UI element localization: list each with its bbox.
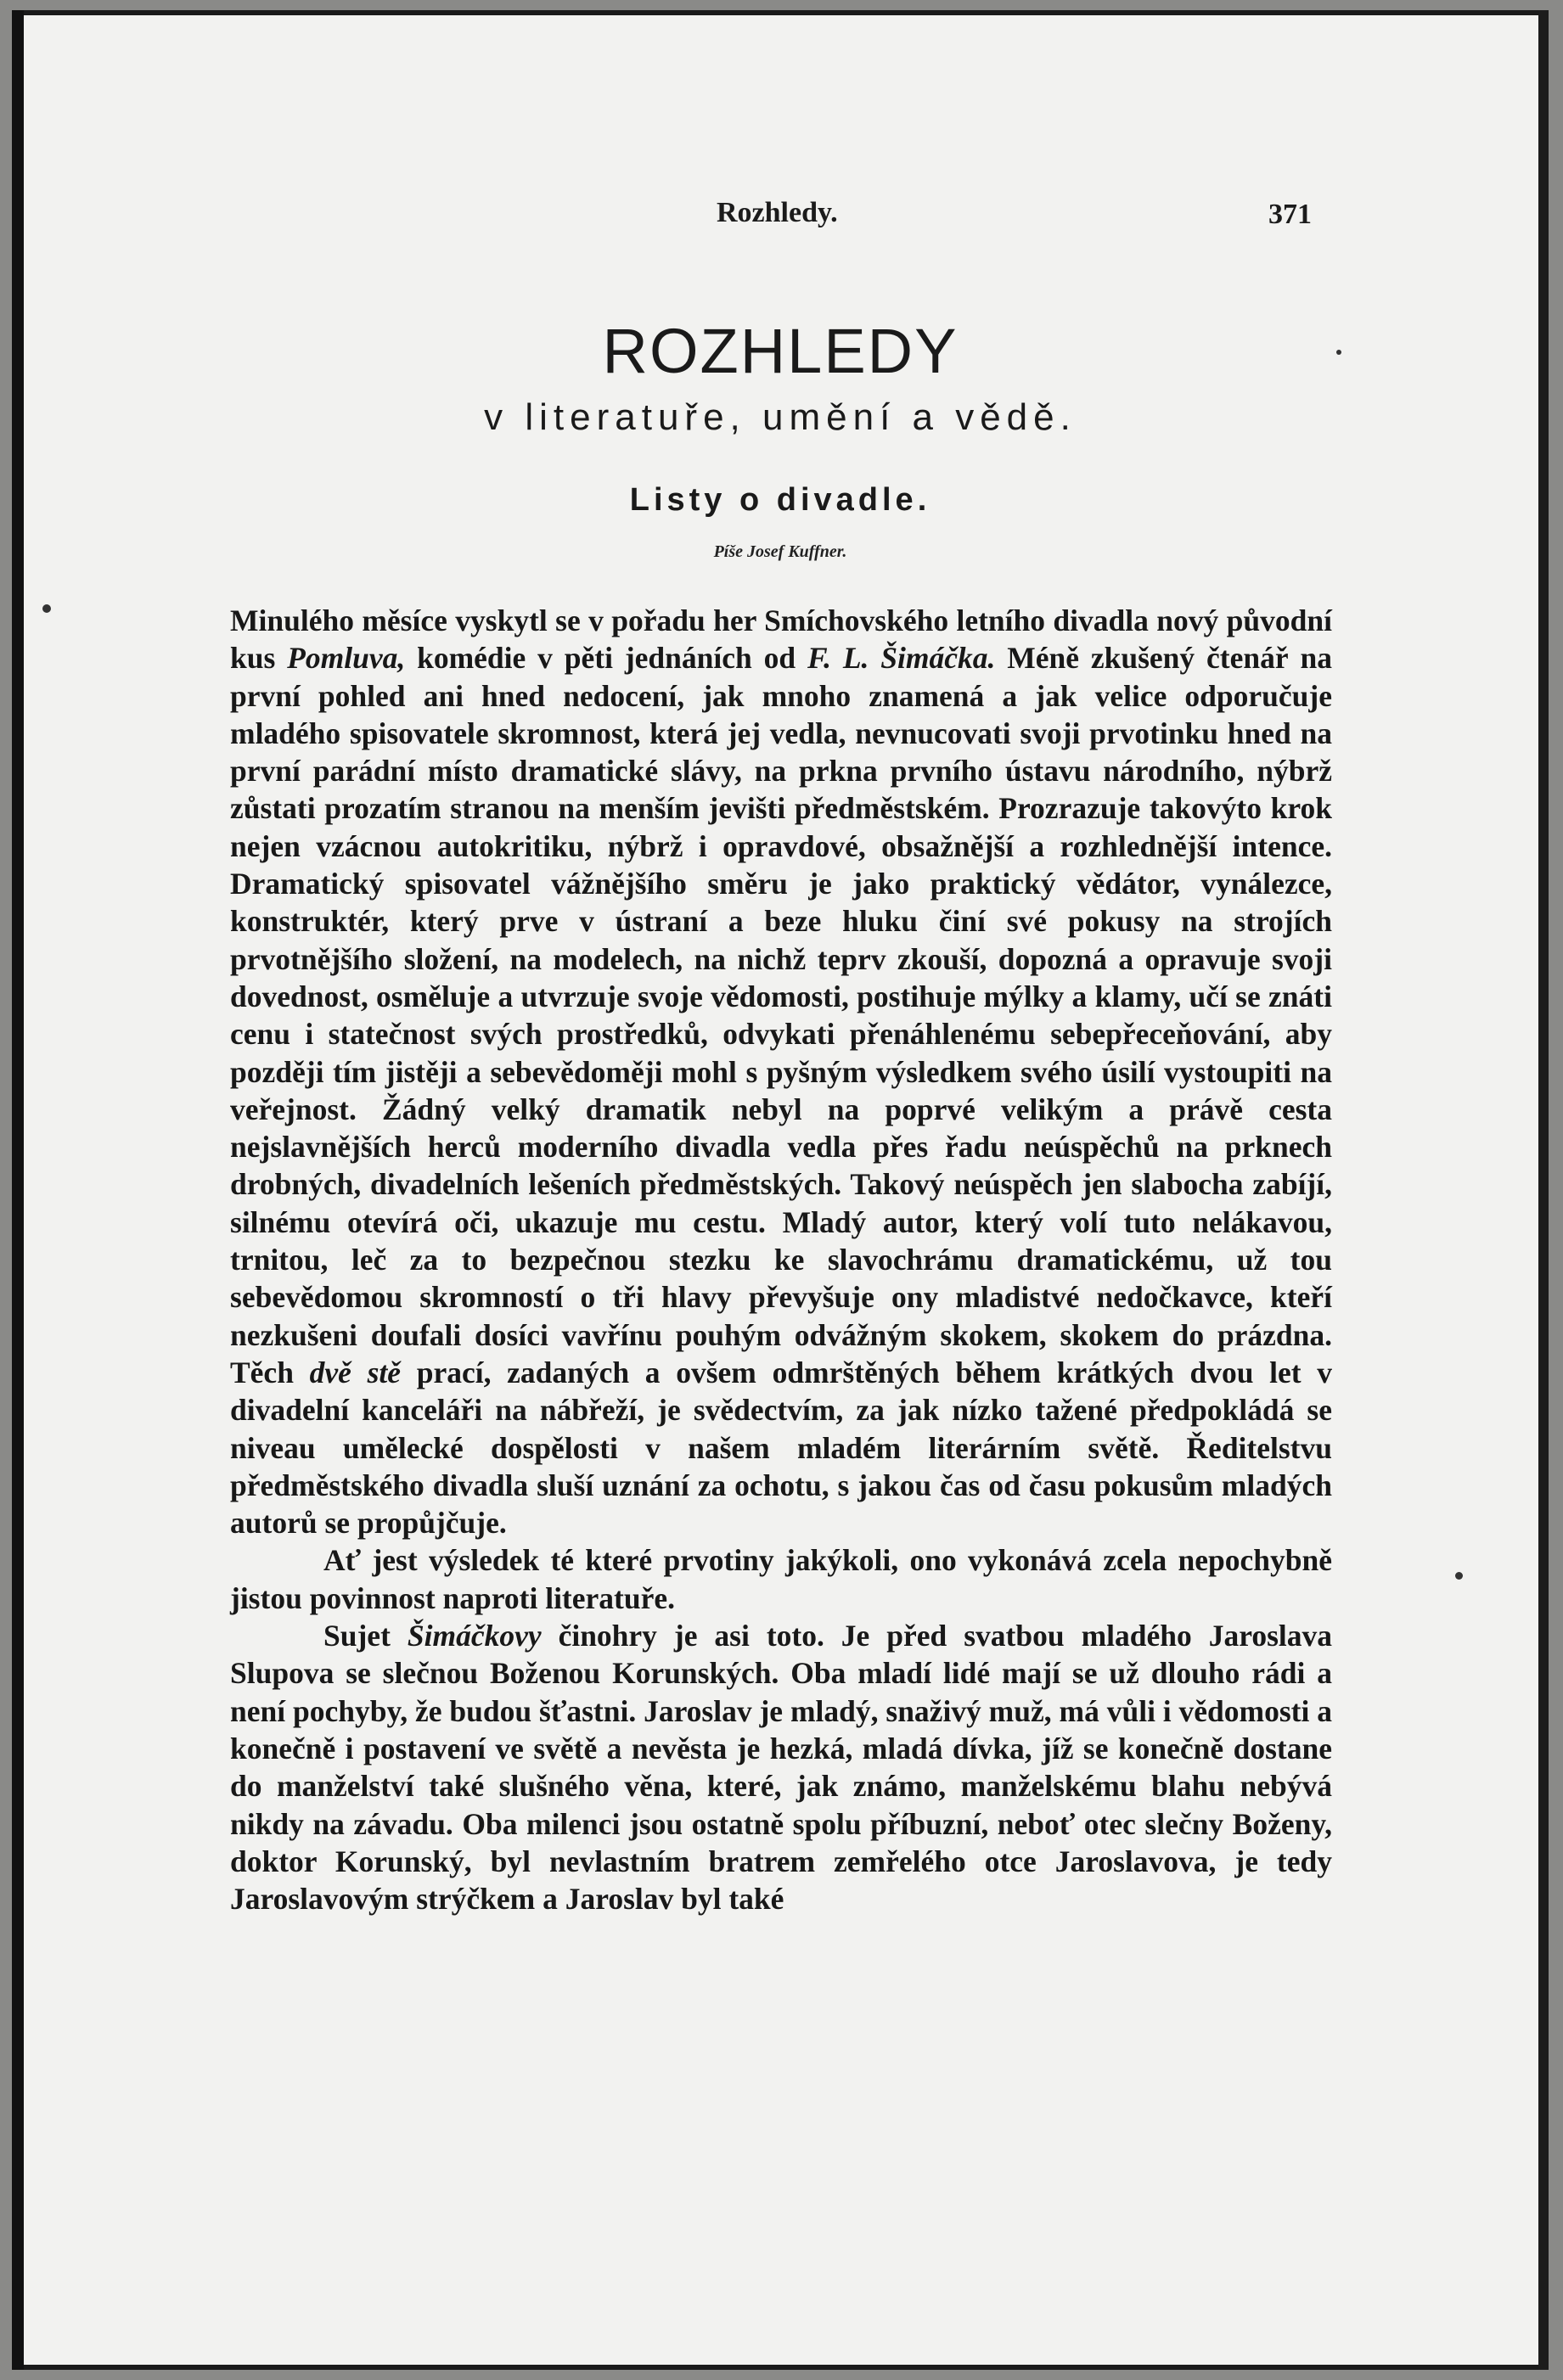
play-title: Pomluva, [287,641,406,676]
paragraph-1 [230,602,1332,1541]
article-body [230,602,1332,1917]
simackovy-emphasis: Šimáčkovy [407,1619,542,1653]
paragraph-2: Ať jest výsledek té které prvotiny jakýkoli, ono vykonává zcela nepochybně jistou povinnost naproti literatuře. [230,1543,1332,1615]
running-title: Rozhledy. [717,197,838,228]
masthead [12,316,1549,441]
paragraph-3 [230,1617,1332,1917]
p3-text-1: Sujet [323,1619,408,1653]
print-speck [1455,1572,1463,1580]
print-speck [42,604,51,613]
masthead-title: ROZHLEDY [602,316,959,386]
dve-ste-emphasis: dvě stě [309,1355,402,1389]
page-number: 371 [1268,199,1312,230]
p1-text-2: komédie v pěti jednáních od [405,641,807,676]
book-page [12,10,1549,2370]
p3-text-2: činohry je asi toto. Je před svatbou mladého Jaroslava Slupova se slečnou Boženou Korunských. Oba mladí lidé mají se už dlouho rádi a není pochyby, že budou šťastni. Jaroslav je mladý, snaživý muž, má vůli i vědomosti a konečně i postavení ve světě a nevěsta je hezká, mladá dívka, jíž se konečně dostane do manželství také slušného věna, které, jak známo, manželskému blahu nebývá nikdy na závadu. Oba milenci jsou ostatně spolu příbuzní, neboť otec slečny Boženy, doktor Korunský, byl nevlastním bratrem zemřelého otce Jaroslavova, je tedy Jaroslavovým strýčkem a Jaroslav byl také [230,1619,1332,1917]
p1-text-1: Minulého měsíce vyskytl se v pořadu her Smíchovského letního divadla nový původní kus [230,603,1332,676]
print-speck [1336,350,1341,355]
p1-text-3: Méně zkušený čtenář na první pohled ani hned nedocení, jak mnoho znamená a jak velice odporučuje mladého spisovatele skromnost, která jej vedla, nevnucovati svoji prvotinku hned na první parádní místo dramatické slávy, na prkna prvního ústavu národního, nýbrž zůstati prozatím stranou na menším jevišti předměstském. Prozrazuje takovýto krok nejen vzácnou autokritiku, nýbrž i opravdové, obsažnější a rozhlednější intence. Dramatický spisovatel vážnějšího směru je jako praktický vědátor, vynálezce, konstruktér, který prve v ústraní a beze hluku činí své pokusy na strojích prvotnějšího složení, na modelech, na nichž teprv zkouší, dopozná a opravuje svoji dovednost, osměluje a utvrzuje svoje vědomosti, postihuje mýlky a klamy, učí se znáti cenu i statečnost svých prostředků, odvykati přenáhlenému sebepřeceňování, aby později tím jistěji a sebevědoměji mohl s pyšným výsledkem svého úsilí vystoupiti na veřejnost. Žádný velký dramatik nebyl na poprvé velikým a právě cesta nejslavnějších herců moderního divadla vedla přes řadu neúspěchů na prknech drobných, divadelních lešeních předměstských. Takový neúspěch jen slabocha zabíjí, silnému otevírá oči, ukazuje mu cestu. Mladý autor, který volí tuto nelákavou, trnitou, leč za to bezpečnou stezku ke slavochrámu dramatickému, už tou sebevědomou skromností o tři hlavy převyšuje ony mladistvé nedočkavce, kteří nezkušeni doufali dosíci vavřínu pouhým odvážným skokem, skokem do prázdna. Těch [230,641,1332,1389]
p1-text-4: prací, zadaných a ovšem odmrštěných během krátkých dvou let v divadelní kanceláři na nábřeží, je svědectvím, za jak nízko tažené předpokládá se niveau umělecké dospělosti v našem mladém literárním světě. Ředitelstvu předměstského divadla sluší uznání za ochotu, s jakou čas od času pokusům mladých autorů se propůjčuje. [230,1355,1333,1541]
masthead-subtitle: v literatuře, umění a vědě. [484,396,1077,438]
article-byline: Píše Josef Kuffner. [713,542,847,561]
article-title: Listy o divadle. [629,482,931,518]
author-name: F. L. Šimáčka. [807,641,996,676]
